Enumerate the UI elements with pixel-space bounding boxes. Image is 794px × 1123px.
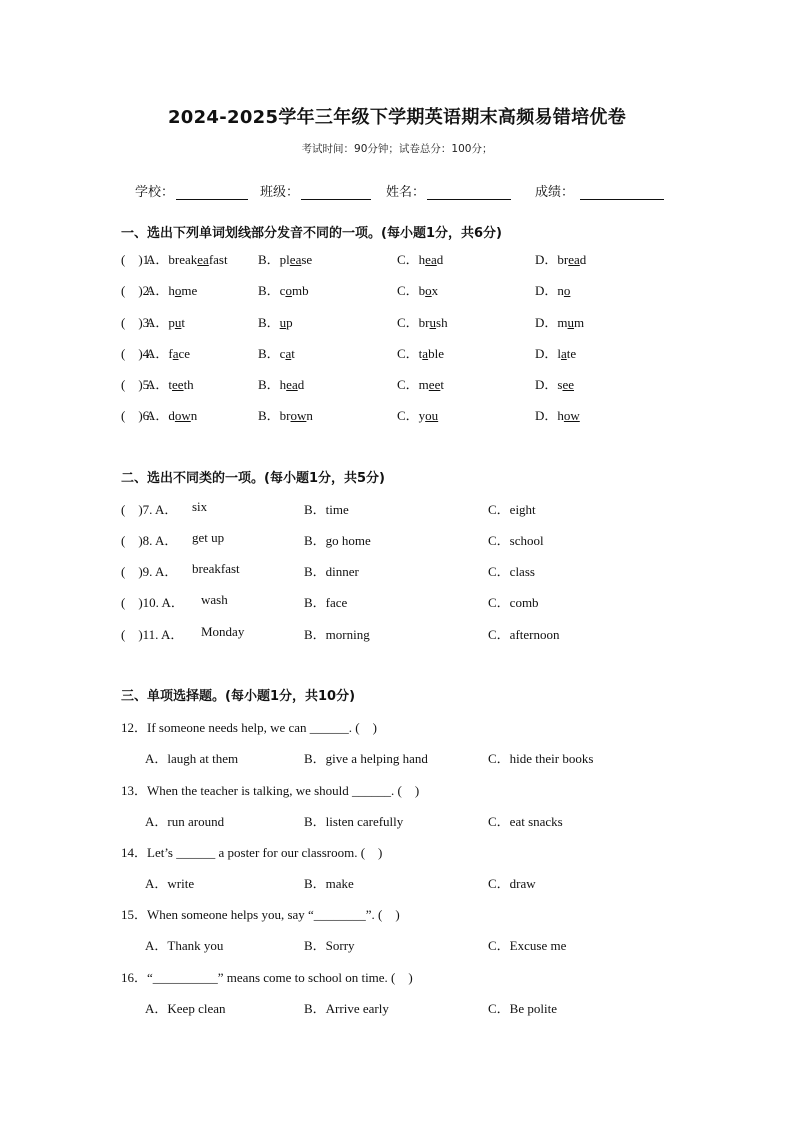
underlined-letters: u	[429, 315, 437, 330]
word-part: t	[291, 346, 295, 361]
word-part: d	[168, 408, 175, 423]
section2-heading: 二、选出不同类的一项。(每小题1分，共5分)	[121, 471, 385, 486]
question-text: 13．When the teacher is talking, we should ______. ( )	[121, 783, 420, 798]
word-part: h	[418, 252, 426, 267]
answer-option-c[interactable]: C．eat snacks	[488, 814, 563, 829]
answer-option[interactable]	[146, 312, 185, 331]
answer-option-b[interactable]: B．Sorry	[304, 938, 355, 953]
word-part: d	[297, 377, 305, 392]
section3-heading: 三、单项选择题。(每小题1分，共10分)	[121, 689, 356, 704]
question-number: ( )1.	[121, 252, 153, 267]
question-number: ( )5.	[121, 377, 153, 392]
option-c[interactable]: C．class	[488, 564, 535, 579]
option-letter: D．	[535, 346, 558, 361]
answer-option-b[interactable]: B．Arrive early	[304, 1001, 389, 1016]
underlined-letters: o	[425, 283, 432, 298]
word-part: l	[557, 346, 562, 361]
info-name	[386, 181, 511, 200]
answer-option-a[interactable]: A．laugh at them	[145, 751, 239, 766]
option-letter: B．	[258, 377, 280, 392]
answer-option[interactable]	[397, 343, 444, 362]
answer-option[interactable]	[535, 312, 584, 331]
page-title: 2024-2025学年三年级下学期英语期末高频易错培优卷	[167, 107, 627, 128]
underlined-letters: u	[567, 315, 575, 330]
word-part: mb	[291, 283, 309, 298]
answer-option[interactable]	[397, 249, 443, 268]
answer-option[interactable]	[535, 405, 580, 424]
word-part: m	[418, 377, 429, 392]
word-part: se	[301, 252, 313, 267]
word-part: br	[418, 315, 430, 330]
word-part: br	[279, 408, 291, 423]
option-letter: C．	[397, 346, 419, 361]
question-text: 16．“__________” means come to school on time. ( )	[121, 970, 413, 985]
option-letter: B．	[258, 346, 280, 361]
underlined-letters: ee	[562, 377, 574, 392]
option-letter: D．	[535, 408, 558, 423]
underlined-letters: u	[279, 315, 287, 330]
word-part: h	[168, 283, 175, 298]
answer-option[interactable]	[535, 280, 570, 299]
underlined-letters: ee	[172, 377, 184, 392]
option-letter: A．	[146, 283, 169, 298]
option-c[interactable]: C．eight	[488, 502, 536, 517]
underlined-letters: a	[561, 346, 567, 361]
option-letter: B．	[258, 408, 280, 423]
question-row	[121, 561, 721, 581]
question-row	[121, 343, 721, 363]
underlined-letters: ea	[197, 252, 209, 267]
word-part: sh	[436, 315, 448, 330]
section1-heading: 一、选出下列单词划线部分发音不同的一项。(每小题1分，共6分)	[121, 226, 502, 241]
word-part: t	[168, 377, 173, 392]
option-letter: C．	[397, 377, 419, 392]
question-number: ( )4.	[121, 346, 153, 361]
word-part: t	[418, 346, 423, 361]
option-b[interactable]: B．time	[304, 502, 349, 517]
score-blank[interactable]	[580, 184, 664, 200]
option-letter: A．	[146, 315, 169, 330]
question-number: ( )11. A．	[121, 627, 184, 642]
question-number: ( )10. A．	[121, 595, 184, 610]
question-number: ( )8. A．	[121, 533, 178, 548]
word-part: p	[168, 315, 175, 330]
word-part: th	[183, 377, 194, 392]
underlined-letters: a	[422, 346, 429, 361]
class-blank[interactable]	[301, 184, 371, 200]
word-part: p	[286, 315, 293, 330]
option-c[interactable]: C．afternoon	[488, 627, 560, 642]
answer-option[interactable]	[535, 374, 574, 393]
info-class-label: 班级：	[260, 185, 300, 200]
question-row	[121, 312, 721, 332]
option-a[interactable]: six	[192, 499, 208, 514]
underlined-letters: u	[174, 315, 182, 330]
option-letter: B．	[258, 283, 280, 298]
underlined-letters: ea	[425, 252, 437, 267]
word-part: pl	[279, 252, 290, 267]
answer-option[interactable]	[397, 312, 448, 331]
option-letter: C．	[397, 283, 419, 298]
underlined-letters: a	[172, 346, 179, 361]
option-a[interactable]: wash	[201, 592, 228, 607]
option-letter: D．	[535, 377, 558, 392]
option-a[interactable]: Monday	[201, 624, 245, 639]
underlined-letters: ou	[425, 408, 439, 423]
word-part: m	[574, 315, 585, 330]
answer-option[interactable]	[535, 249, 586, 268]
answer-option[interactable]	[146, 280, 197, 299]
word-part: t	[440, 377, 444, 392]
answer-option-c[interactable]: C．Be polite	[488, 1001, 557, 1016]
option-letter: C．	[397, 252, 419, 267]
option-c[interactable]: C．school	[488, 533, 544, 548]
underlined-letters: o	[174, 283, 182, 298]
option-letter: A．	[146, 377, 169, 392]
option-letter: B．	[258, 252, 280, 267]
option-letter: A．	[146, 252, 169, 267]
underlined-letters: a	[285, 346, 292, 361]
word-part: f	[168, 346, 173, 361]
option-letter: B．	[258, 315, 280, 330]
answer-option[interactable]	[146, 374, 194, 393]
answer-option[interactable]	[258, 374, 304, 393]
word-part: b	[418, 283, 426, 298]
answer-option-c[interactable]: C．draw	[488, 876, 536, 891]
option-a[interactable]: breakfast	[192, 561, 240, 576]
word-part: h	[279, 377, 287, 392]
option-letter: C．	[397, 408, 419, 423]
answer-option[interactable]	[146, 249, 228, 268]
answer-option-a[interactable]: A．Keep clean	[145, 1001, 226, 1016]
question-row	[121, 592, 721, 612]
underlined-letters: ow	[174, 408, 191, 423]
info-class	[260, 181, 371, 200]
answer-option-a[interactable]: A．Thank you	[145, 938, 224, 953]
word-part: x	[431, 283, 439, 298]
word-part: c	[279, 283, 286, 298]
option-letter: D．	[535, 283, 558, 298]
word-part: y	[418, 408, 426, 423]
option-letter: A．	[146, 346, 169, 361]
answer-option[interactable]	[258, 249, 312, 268]
question-row	[121, 249, 721, 269]
answer-option[interactable]	[397, 405, 438, 424]
question-number: ( )2.	[121, 283, 153, 298]
underlined-letters: o	[563, 283, 571, 298]
answer-option[interactable]	[397, 280, 438, 299]
question-text: 15．When someone helps you, say “________”. ( )	[121, 907, 400, 922]
word-part: ce	[178, 346, 191, 361]
underlined-letters: ea	[289, 252, 302, 267]
info-school	[135, 181, 248, 200]
option-b[interactable]: B．dinner	[304, 564, 359, 579]
word-part: n	[557, 283, 564, 298]
question-text: 12．If someone needs help, we can ______. ( )	[121, 720, 377, 735]
word-part: te	[566, 346, 577, 361]
word-part: fast	[208, 252, 228, 267]
underlined-letters: ow	[290, 408, 307, 423]
option-b[interactable]: B．go home	[304, 533, 371, 548]
option-b[interactable]: B．face	[304, 595, 348, 610]
option-letter: A．	[146, 408, 169, 423]
word-part: n	[306, 408, 313, 423]
question-row	[121, 405, 721, 425]
answer-option-a[interactable]: A．run around	[145, 814, 225, 829]
answer-option-b[interactable]: B．make	[304, 876, 354, 891]
info-score	[535, 181, 664, 200]
option-c[interactable]: C．comb	[488, 595, 539, 610]
question-row	[121, 499, 721, 519]
answer-option-a[interactable]: A．write	[145, 876, 195, 891]
word-part: break	[168, 252, 198, 267]
underlined-letters: ow	[563, 408, 580, 423]
word-part: br	[557, 252, 569, 267]
question-number: ( )6.	[121, 408, 153, 423]
question-text: 14．Let’s ______ a poster for our classroom. ( )	[121, 845, 383, 860]
word-part: s	[557, 377, 563, 392]
answer-option[interactable]	[258, 312, 293, 331]
answer-option[interactable]	[146, 405, 197, 424]
answer-option[interactable]	[258, 405, 313, 424]
question-number: ( )3.	[121, 315, 153, 330]
exam-subtitle: 考试时间：90分钟；试卷总分：100分；	[301, 143, 493, 155]
question-row	[121, 280, 721, 300]
question-number: ( )9. A．	[121, 564, 178, 579]
word-part: h	[557, 408, 564, 423]
option-letter: D．	[535, 252, 558, 267]
answer-option-b[interactable]: B．listen carefully	[304, 814, 404, 829]
underlined-letters: o	[285, 283, 292, 298]
word-part: n	[190, 408, 198, 423]
question-row	[121, 530, 721, 550]
school-blank[interactable]	[176, 184, 248, 200]
info-score-label: 成绩：	[535, 185, 575, 200]
option-a[interactable]: get up	[192, 530, 225, 545]
underlined-letters: ea	[286, 377, 298, 392]
word-part: m	[557, 315, 568, 330]
answer-option[interactable]	[397, 374, 444, 393]
word-part: t	[181, 315, 186, 330]
option-letter: D．	[535, 315, 558, 330]
info-school-label: 学校：	[135, 185, 175, 200]
answer-option[interactable]	[258, 343, 295, 362]
underlined-letters: ea	[568, 252, 580, 267]
word-part: d	[579, 252, 587, 267]
answer-option[interactable]	[258, 280, 309, 299]
info-name-label: 姓名：	[386, 185, 426, 200]
question-row	[121, 374, 721, 394]
question-row	[121, 624, 721, 644]
answer-option-c[interactable]: C．hide their books	[488, 751, 594, 766]
question-number: ( )7. A．	[121, 502, 178, 517]
option-b[interactable]: B．morning	[304, 627, 370, 642]
answer-option[interactable]	[146, 343, 190, 362]
answer-option-c[interactable]: C．Excuse me	[488, 938, 567, 953]
answer-option-b[interactable]: B．give a helping hand	[304, 751, 428, 766]
word-part: d	[436, 252, 444, 267]
word-part: me	[181, 283, 198, 298]
name-blank[interactable]	[427, 184, 511, 200]
option-letter: C．	[397, 315, 419, 330]
word-part: c	[279, 346, 286, 361]
answer-option[interactable]	[535, 343, 576, 362]
underlined-letters: ee	[428, 377, 441, 392]
word-part: ble	[428, 346, 444, 361]
